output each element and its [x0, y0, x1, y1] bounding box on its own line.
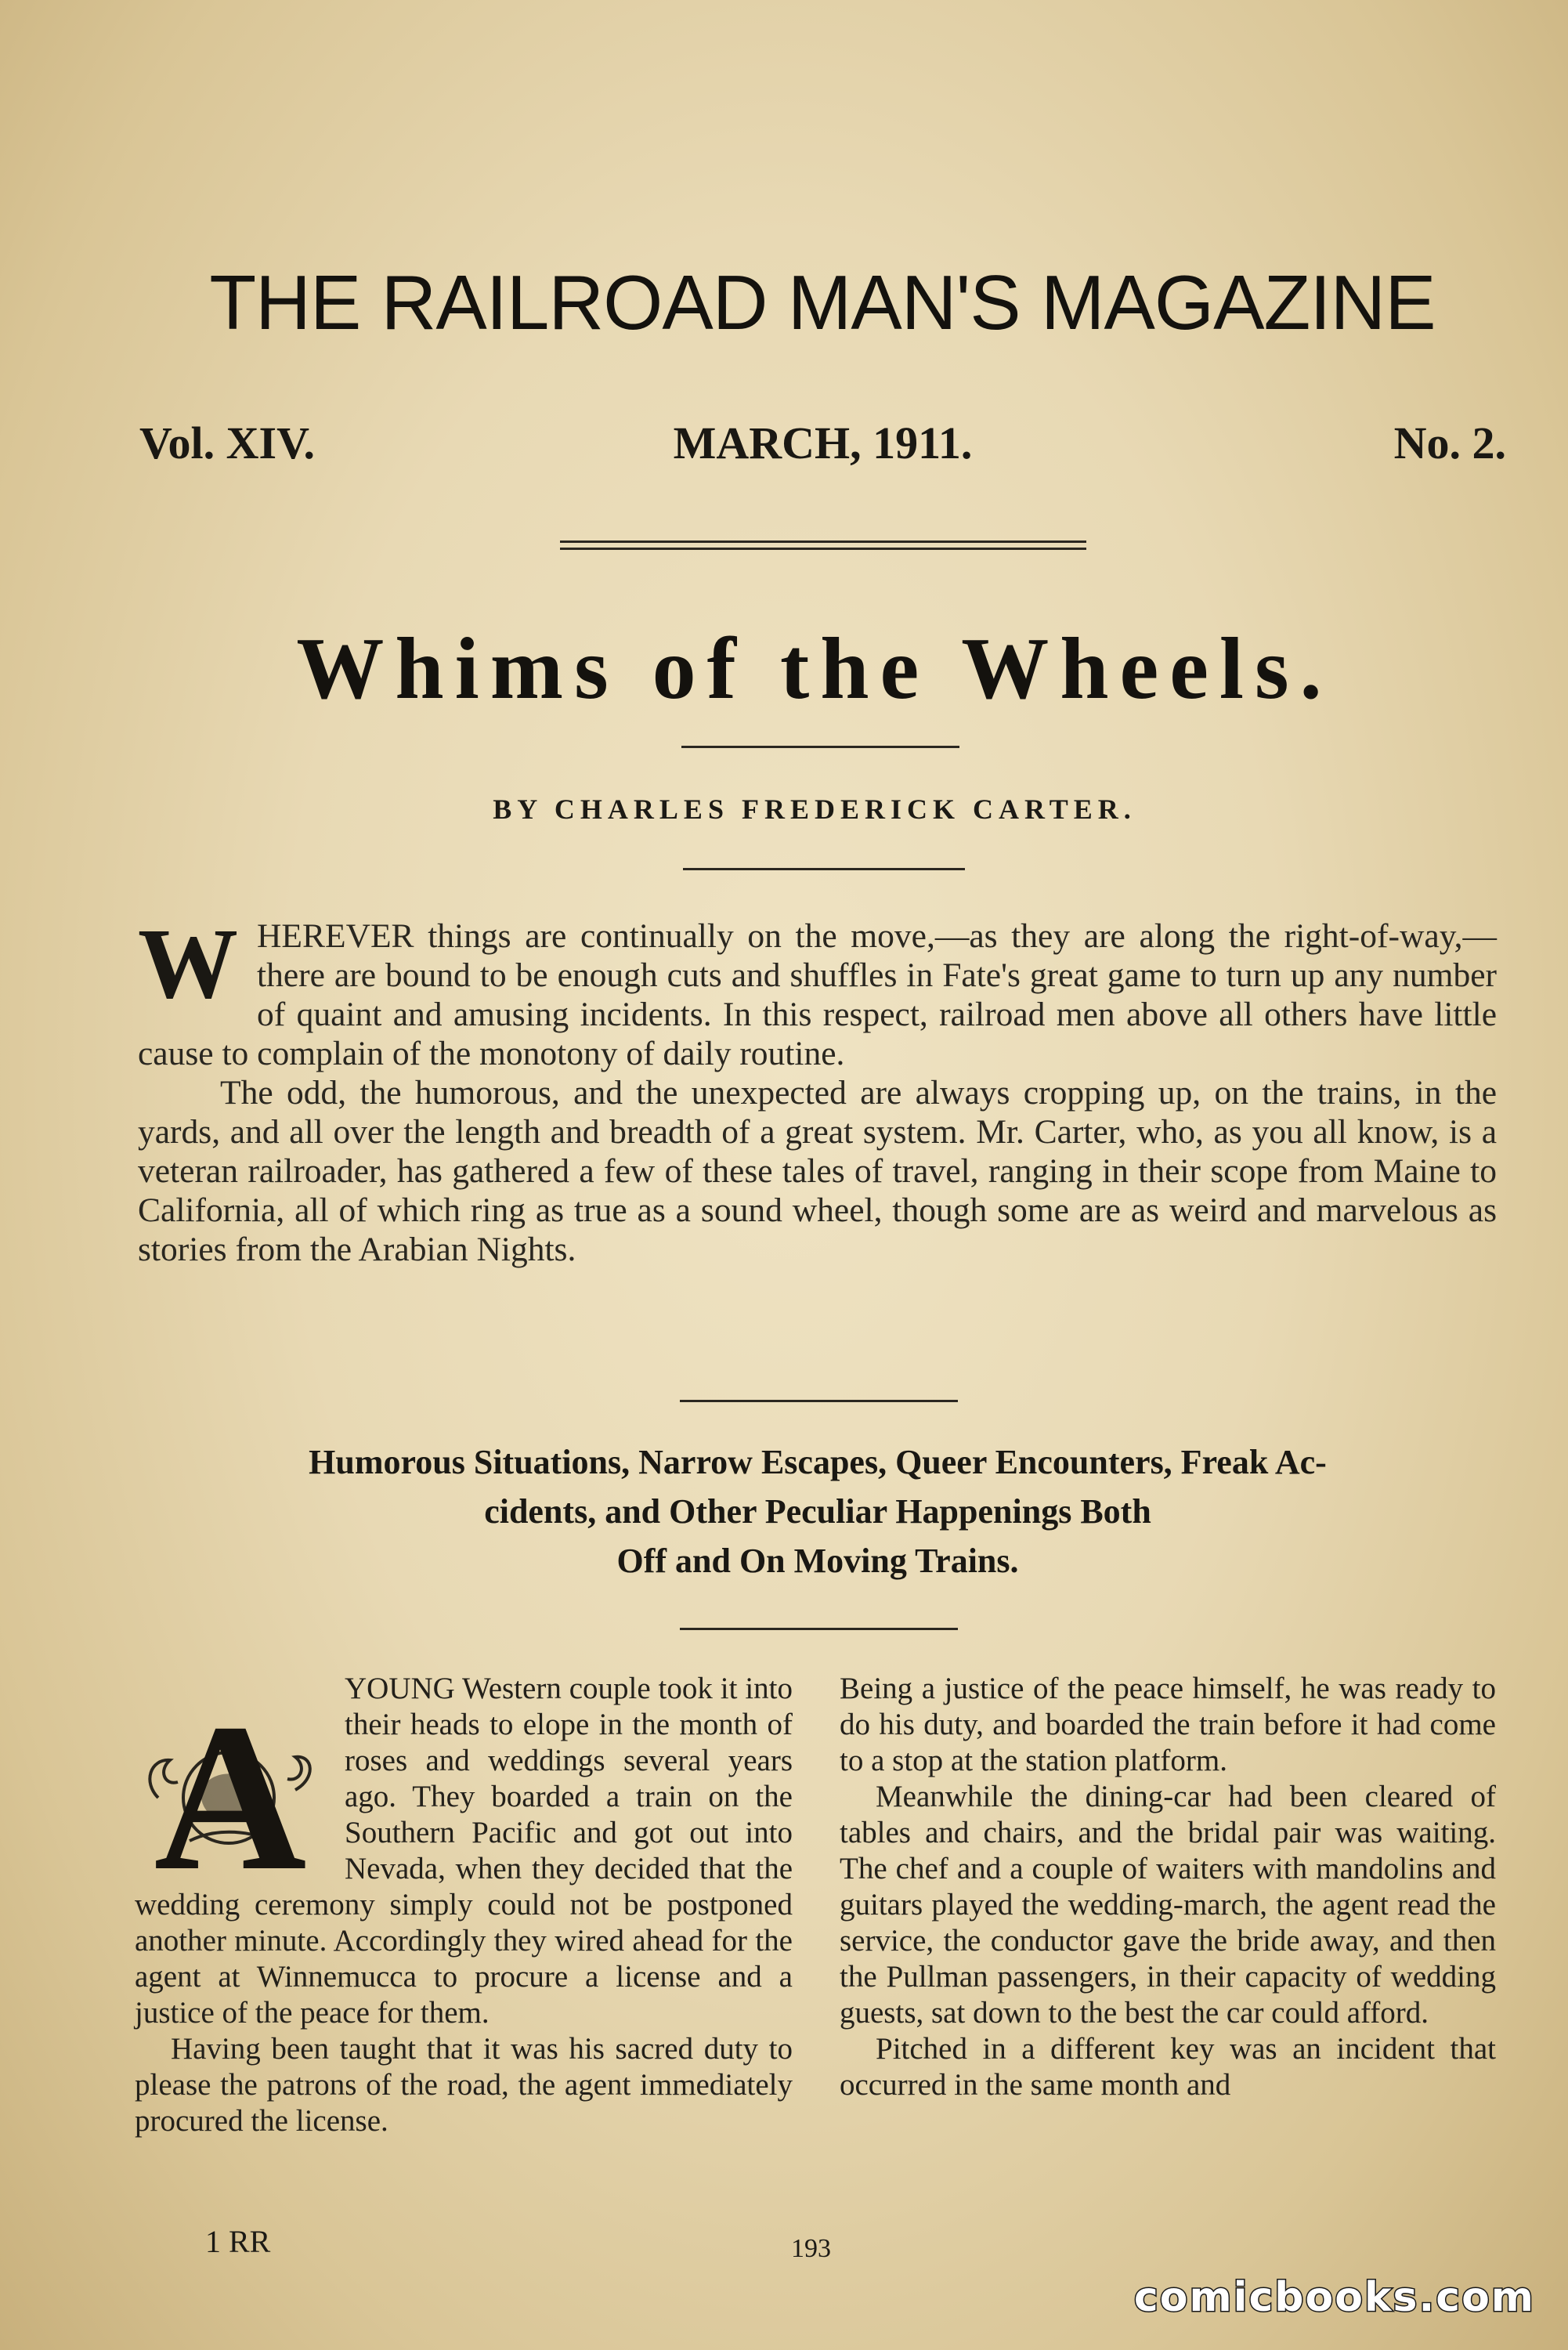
editor-intro [138, 908, 1497, 1269]
article-byline: BY CHARLES FREDERICK CARTER. [493, 794, 1136, 825]
body-paragraph: Meanwhile the dining-car had been cleared of tables and chairs, and the bridal pair was waiting. The chef and a couple of waiters with mandolins and guitars played the wedding-march, the agent read the service, the conductor gave the bride away, and then the Pullman passengers, in their capacity of wedding guests, sat down to the best the car could afford. [840, 1780, 1496, 2030]
page-number: 193 [791, 2234, 831, 2263]
subheading-line: Off and On Moving Trains. [616, 1542, 1019, 1580]
ornate-drop-cap-a-icon [135, 1672, 329, 1878]
subheading-rule [680, 1628, 958, 1630]
magazine-masthead: THE RAILROAD MAN'S MAGAZINE [209, 259, 1436, 345]
issue-number: No. 2. [1393, 418, 1506, 468]
article-title: Whims of the Wheels. [296, 620, 1333, 718]
intro-rule [680, 1400, 958, 1402]
issue-line [139, 417, 1506, 472]
intro-paragraph-text: HEREVER things are continually on the move,—as they are along the right-of-way,—there are bound to be enough cuts and shuffles in Fate's great game to turn up any number of quaint and amusing incidents. In this respect, railroad men above all others have little cause to complain of the monotony of daily routine. [138, 917, 1497, 1072]
body-paragraph [135, 1671, 793, 2031]
body-paragraph: Being a justice of the peace himself, he was ready to do his duty, and boarded the train before it had come to a stop at the station platform. [840, 1672, 1496, 1777]
intro-paragraph [138, 908, 1497, 1073]
body-paragraph: Pitched in a different key was an incident that occurred in the same month and [840, 2032, 1496, 2102]
subheading-line: Humorous Situations, Narrow Escapes, Queer Encounters, Freak Ac- [309, 1443, 1327, 1481]
body-paragraph-text: YOUNG Western couple took it into their heads to elope in the month of roses and weddings several years ago. They boarded a train on the Southern Pacific and got out into Nevada, when they decided that the wedding ceremony simply could not be postponed another minute. Accordingly they wired ahead for the agent at Winnemucca to procure a license and a justice of the peace for them. [135, 1672, 793, 2030]
body-paragraph: Having been taught that it was his sacred duty to please the patrons of the road, the agent immediately procured the license. [135, 2032, 793, 2138]
byline-rule [683, 868, 965, 870]
signature-mark: 1 RR [205, 2224, 271, 2259]
double-rule-divider [560, 540, 1086, 550]
subheading-line: cidents, and Other Peculiar Happenings Both [484, 1492, 1151, 1531]
site-watermark: comicbooks.com [1133, 2274, 1535, 2321]
svg-text:A: A [154, 1680, 307, 1878]
body-column-left [135, 1671, 793, 2139]
drop-cap-w: W [138, 908, 238, 1019]
body-column-right [840, 1671, 1496, 2103]
title-rule [681, 746, 959, 748]
intro-paragraph: The odd, the humorous, and the unexpected are always cropping up, on the trains, in the yards, and all over the length and breadth of a great system. Mr. Carter, who, as you all know, is a veteran railroader, has gathered a few of these tales of travel, ranging in their scope from Maine to California, all of which ring as true as a sound wheel, though some are as weird and marvelous as stories from the Arabian Nights. [138, 1074, 1497, 1268]
article-subheading [133, 1437, 1502, 1585]
issue-date: MARCH, 1911. [673, 418, 973, 468]
volume-label: Vol. XIV. [139, 418, 316, 468]
